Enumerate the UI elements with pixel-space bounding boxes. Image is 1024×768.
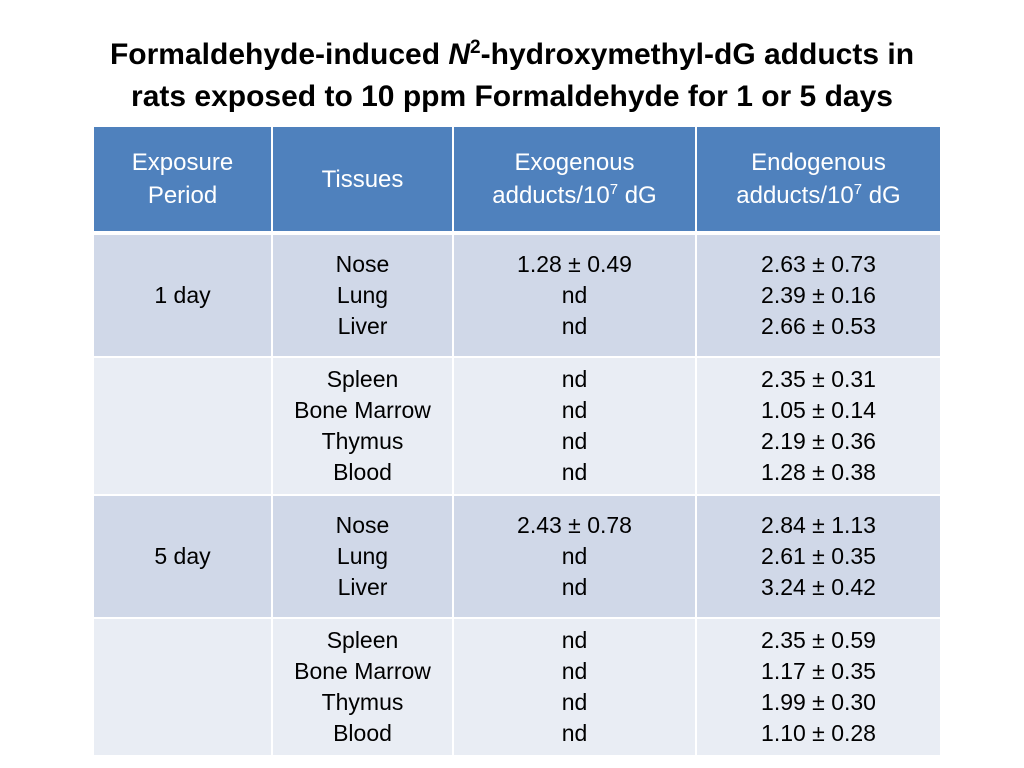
cell-endogenous	[696, 357, 940, 495]
tissue-name: Lung	[336, 543, 389, 569]
endogenous-value: 2.84 ± 1.13	[761, 512, 876, 538]
exogenous-value: nd	[561, 574, 588, 600]
exogenous-value: nd	[561, 428, 588, 454]
cell-endogenous	[696, 618, 940, 756]
cell-exposure-period: 5 day	[94, 495, 272, 618]
tissue-name: Spleen	[326, 627, 399, 653]
header-exo-unit-suffix: dG	[618, 182, 657, 209]
header-exogenous	[453, 127, 696, 233]
header-endo-sup: 7	[853, 181, 863, 198]
cell-tissues	[272, 233, 453, 357]
cell-exposure-period	[94, 357, 272, 495]
header-endo-line2	[697, 179, 940, 212]
cell-exogenous	[453, 618, 696, 756]
exogenous-value: nd	[561, 720, 588, 746]
tissue-name: Liver	[337, 574, 388, 600]
cell-exogenous	[453, 233, 696, 357]
title-text-prefix: Formaldehyde-induced	[109, 38, 449, 71]
table-row	[94, 233, 940, 357]
tissue-name: Thymus	[321, 689, 404, 715]
cell-exogenous	[453, 357, 696, 495]
endogenous-value: 2.63 ± 0.73	[761, 251, 876, 277]
endogenous-value: 1.05 ± 0.14	[761, 397, 876, 423]
endogenous-value: 2.39 ± 0.16	[761, 282, 876, 308]
tissue-name: Bone Marrow	[294, 658, 431, 684]
cell-tissues	[272, 495, 453, 618]
endogenous-value: 2.61 ± 0.35	[761, 543, 876, 569]
tissue-name: Bone Marrow	[294, 397, 431, 423]
title-line-1	[0, 34, 1024, 76]
header-endo-unit-prefix: adducts/10	[736, 182, 854, 209]
tissue-name: Lung	[336, 282, 389, 308]
header-exo-sup: 7	[609, 181, 619, 198]
header-exo-line1: Exogenous	[514, 149, 635, 176]
cell-endogenous	[696, 233, 940, 357]
exogenous-value: 1.28 ± 0.49	[517, 251, 632, 277]
tissue-name: Thymus	[321, 428, 404, 454]
table-row	[94, 357, 940, 495]
title-text-suffix: -hydroxymethyl-dG adducts in	[480, 38, 915, 71]
tissue-name: Nose	[335, 251, 390, 277]
header-period-line2: Period	[147, 182, 218, 209]
header-endogenous	[696, 127, 940, 233]
exogenous-value: nd	[561, 689, 588, 715]
header-period-line1: Exposure	[131, 149, 234, 176]
header-tissues: Tissues	[272, 127, 453, 233]
exogenous-value: 2.43 ± 0.78	[517, 512, 632, 538]
header-exo-line2	[454, 179, 695, 212]
cell-tissues	[272, 618, 453, 756]
cell-tissues	[272, 357, 453, 495]
exogenous-value: nd	[561, 658, 588, 684]
endogenous-value: 2.35 ± 0.59	[761, 627, 876, 653]
endogenous-value: 2.19 ± 0.36	[761, 428, 876, 454]
title-superscript: 2	[470, 37, 481, 58]
tissue-name: Liver	[337, 313, 388, 339]
endogenous-value: 1.17 ± 0.35	[761, 658, 876, 684]
adducts-table	[94, 127, 940, 757]
tissue-name: Nose	[335, 512, 390, 538]
exogenous-value: nd	[561, 313, 588, 339]
table-row	[94, 495, 940, 618]
endogenous-value: 1.10 ± 0.28	[761, 720, 876, 746]
exogenous-value: nd	[561, 627, 588, 653]
exogenous-value: nd	[561, 282, 588, 308]
endogenous-value: 3.24 ± 0.42	[761, 574, 876, 600]
header-endo-unit-suffix: dG	[862, 182, 901, 209]
table-row	[94, 618, 940, 756]
endogenous-value: 1.28 ± 0.38	[761, 459, 876, 485]
header-exo-unit-prefix: adducts/10	[492, 182, 610, 209]
title-italic-n: N	[448, 38, 471, 71]
cell-endogenous	[696, 495, 940, 618]
title-line-2: rats exposed to 10 ppm Formaldehyde for 1 or 5 days	[131, 80, 893, 113]
exogenous-value: nd	[561, 459, 588, 485]
tissue-name: Blood	[333, 459, 392, 485]
exogenous-value: nd	[561, 397, 588, 423]
endogenous-value: 2.66 ± 0.53	[761, 313, 876, 339]
cell-exogenous	[453, 495, 696, 618]
exogenous-value: nd	[561, 366, 588, 392]
exogenous-value: nd	[561, 543, 588, 569]
cell-exposure-period	[94, 618, 272, 756]
header-endo-line1: Endogenous	[751, 149, 886, 176]
slide-title	[0, 34, 1024, 118]
table-header-row	[94, 127, 940, 233]
cell-exposure-period: 1 day	[94, 233, 272, 357]
tissue-name: Spleen	[326, 366, 399, 392]
header-exposure-period	[94, 127, 272, 233]
endogenous-value: 1.99 ± 0.30	[761, 689, 876, 715]
tissue-name: Blood	[333, 720, 392, 746]
endogenous-value: 2.35 ± 0.31	[761, 366, 876, 392]
